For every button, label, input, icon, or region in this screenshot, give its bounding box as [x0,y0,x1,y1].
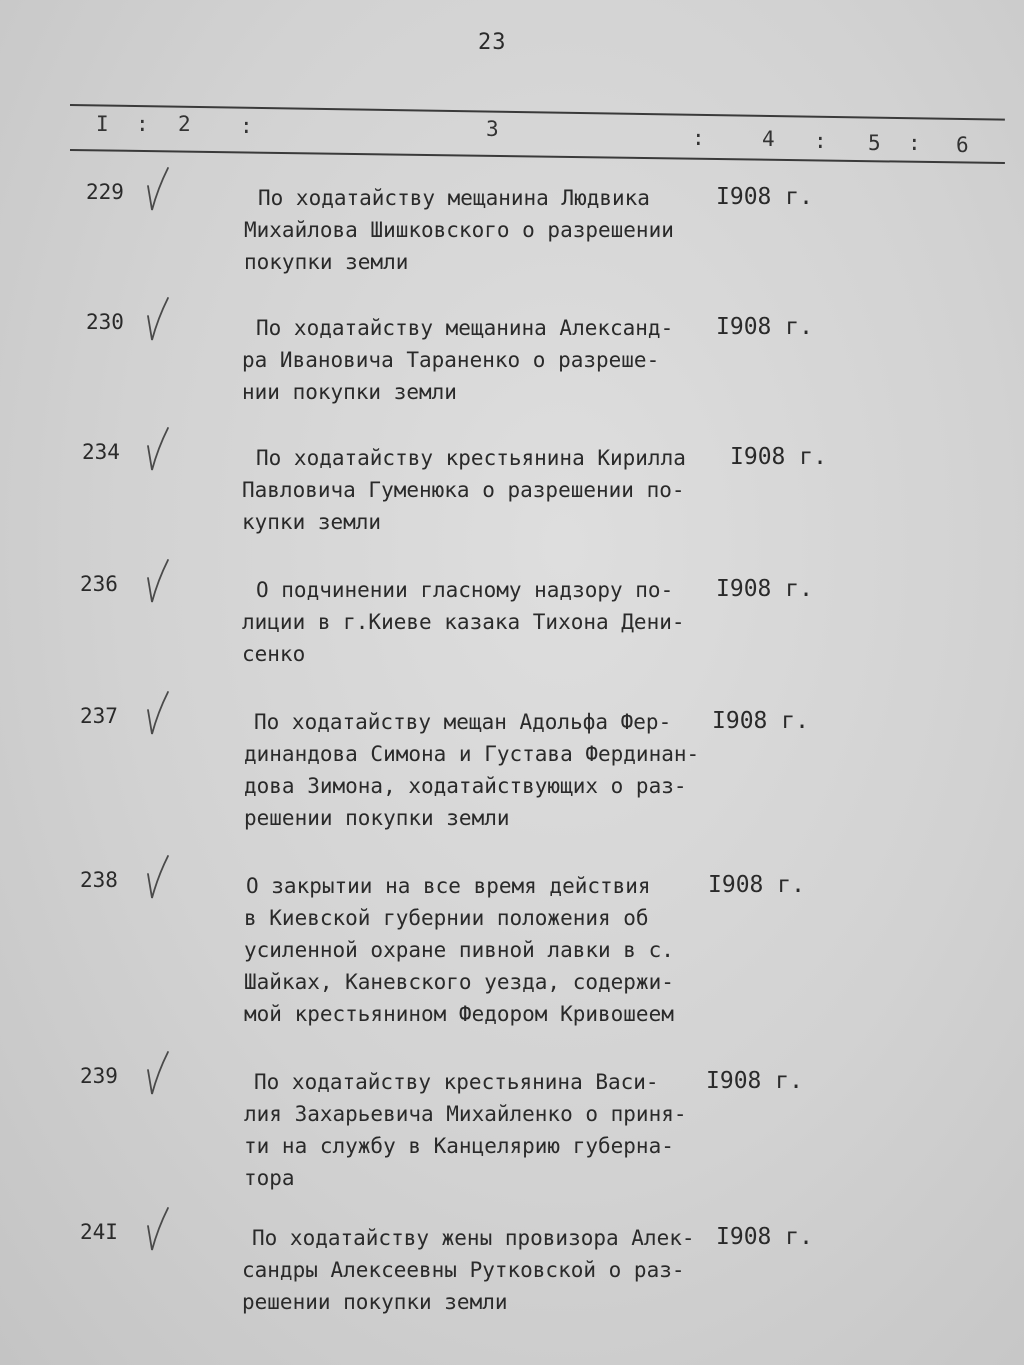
entry-text-line: нии покупки земли [242,380,457,404]
entry-text-line: Михайлова Шишковского о разрешении [244,218,674,242]
entry-text-line: По ходатайству мещанина Александ- [256,316,674,340]
entry-text-line: ти на службу в Канцелярию губерна- [244,1134,674,1158]
entry-description [242,312,674,408]
entry-number: 239 [80,1064,118,1088]
entry-number: 230 [86,310,124,334]
entry-text-line: ра Ивановича Тараненко о разреше- [242,348,660,372]
column-header-2: 2 [178,112,191,136]
entry-text-line: По ходатайству мещанина Людвика [258,186,650,210]
entry-text-line: решении покупки земли [244,806,510,830]
entry-text-line: усиленной охране пивной лавки в с. [244,938,674,962]
page-number: 23 [478,30,507,55]
entry-text-line: купки земли [242,510,382,534]
entry-text-line: мой крестьянином Федором Кривошеем [244,1002,674,1026]
entry-text-line: динандова Симона и Густава Фердинан- [244,742,700,766]
entry-text-line: По ходатайству мещан Адольфа Фер- [254,710,672,734]
column-separator: : [240,114,253,138]
entry-text-line: в Киевской губернии положения об [244,906,649,930]
entry-number: 236 [80,572,118,596]
handwritten-checkmark-icon [134,688,178,738]
entry-number: 238 [80,868,118,892]
entry-year: I908 г. [716,314,813,340]
entry-text-line: решении покупки земли [242,1290,508,1314]
entry-number: 237 [80,704,118,728]
entry-year: I908 г. [716,1224,813,1250]
entry-description [244,182,674,278]
column-header-5: 5 [868,131,881,155]
entry-text-line: О закрытии на все время действия [246,874,651,898]
entry-text-line: О подчинении гласному надзору по- [256,578,674,602]
handwritten-checkmark-icon [134,424,178,474]
entry-number: 24I [80,1220,118,1244]
entry-text-line: Павловича Гуменюка о разрешении по- [242,478,685,502]
entry-text-line: По ходатайству крестьянина Васи- [254,1070,659,1094]
entry-description [246,870,674,1030]
handwritten-checkmark-icon [134,1204,178,1254]
entry-year: I908 г. [708,872,805,898]
entry-text-line: сенко [242,642,306,666]
entry-year: I908 г. [730,444,827,470]
column-header-4: 4 [762,127,775,151]
entry-number: 229 [86,180,124,204]
entry-description [242,574,685,670]
header-top-rule [70,104,1005,121]
handwritten-checkmark-icon [134,1048,178,1098]
entry-description [244,1066,687,1194]
column-header-3: 3 [486,117,499,141]
entry-text-line: лия Захарьевича Михайленко о приня- [244,1102,687,1126]
entry-year: I908 г. [706,1068,803,1094]
entry-text-line: лиции в г.Киеве казака Тихона Дени- [242,610,685,634]
entry-year: I908 г. [716,184,813,210]
entry-year: I908 г. [716,576,813,602]
column-separator: : [136,112,149,136]
entry-description [242,1222,695,1318]
entry-description [244,706,700,834]
entry-number: 234 [82,440,120,464]
column-header-1: I [96,112,109,136]
entry-text-line: покупки земли [244,250,409,274]
entry-text-line: По ходатайству крестьянина Кирилла [256,446,686,470]
entry-text-line: сандры Алексеевны Рутковской о раз- [242,1258,685,1282]
column-header-6: 6 [956,133,969,157]
entry-year: I908 г. [712,708,809,734]
entry-text-line: Шайках, Каневского уезда, содержи- [244,970,674,994]
column-separator: : [814,129,827,153]
handwritten-checkmark-icon [134,852,178,902]
handwritten-checkmark-icon [134,556,178,606]
column-separator: : [692,126,705,150]
entry-description [242,442,686,538]
handwritten-checkmark-icon [134,294,178,344]
handwritten-checkmark-icon [134,164,178,214]
header-bottom-rule [70,149,1005,164]
entry-text-line: По ходатайству жены провизора Алек- [252,1226,695,1250]
entry-text-line: дова Зимона, ходатайствующих о раз- [244,774,687,798]
entry-text-line: тора [244,1166,295,1190]
column-separator: : [908,131,921,155]
